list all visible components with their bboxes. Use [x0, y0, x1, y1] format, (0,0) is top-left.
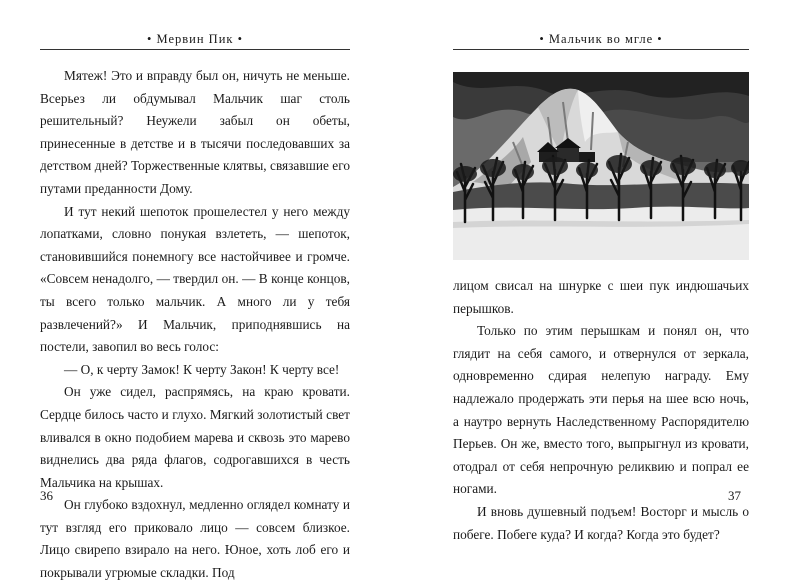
paragraph: И вновь душевный подъем! Восторг и мысль о побеге. Побеге куда? И когда? Когда это будет? — [453, 503, 749, 542]
right-body-text — [453, 275, 749, 546]
paragraph: И тут некий шепоток прошелестел у него между лопатками, словно понукая взлететь, — шепоток, становившийся понемногу все настойчивее и громче. «Совсем ненадолго, — твердил он. — В конце концов, ты всего только мальчик. А много ли у тебя развлечений?» И Мальчик, приподнявшись на постели, завопил во весь голос: — [40, 203, 350, 355]
paragraph: Он уже сидел, распрямясь, на краю кровати. Сердце билось часто и глухо. Мягкий золотистый свет вливался в окно подобием марева и сквозь это марево виднелись два ряда флагов, содрогавшихся в честь Мальчика на крышах. — [40, 384, 350, 490]
left-body-text — [40, 65, 350, 585]
header-rule — [40, 49, 350, 50]
page-number-right: 37 — [728, 488, 741, 503]
paragraph: Только по этим перышкам и понял он, что глядит на себя самого, и отвернулся от зеркала, одновременно сдирая нелепую награду. Ему надлежало продержать эти перья на шее всю ночь, а наутро вернуть Наследственному Распорядителю Перьев. Он же, вместо того, выпрыгнул из кровати, отодрал от себя непрочную реликвию и попрал ее ногами. — [453, 323, 749, 497]
mountain-landscape-illustration — [453, 72, 749, 260]
running-head-title: • Мальчик во мгле • — [539, 32, 663, 46]
paragraph: Он глубоко вздохнул, медленно оглядел комнату и тут взгляд его приковало лицо — совсем близкое. Лицо свирепо взирало на него. Юное, хоть лоб его и покрывали угрюмые складки. Под — [40, 497, 350, 581]
paragraph: Мятеж! Это и вправду был он, ничуть не меньше. Всерьез ли обдумывал Мальчик шаг столь решительный? Неужели забыл он обеты, принесенные в детстве и в тысячи последовавших за детством дней? Торжественные клятвы, связавшие его путами преданности Дому. — [40, 68, 350, 196]
header-rule — [453, 49, 749, 50]
page-number-left: 36 — [40, 488, 53, 503]
right-page — [395, 0, 790, 542]
paragraph: лицом свисал на шнурке с шеи пук индюшачьих перышков. — [453, 278, 749, 316]
left-page — [0, 0, 395, 581]
running-head-author: • Мервин Пик • — [147, 32, 243, 46]
paragraph: — О, к черту Замок! К черту Закон! К черту все! — [64, 361, 340, 377]
